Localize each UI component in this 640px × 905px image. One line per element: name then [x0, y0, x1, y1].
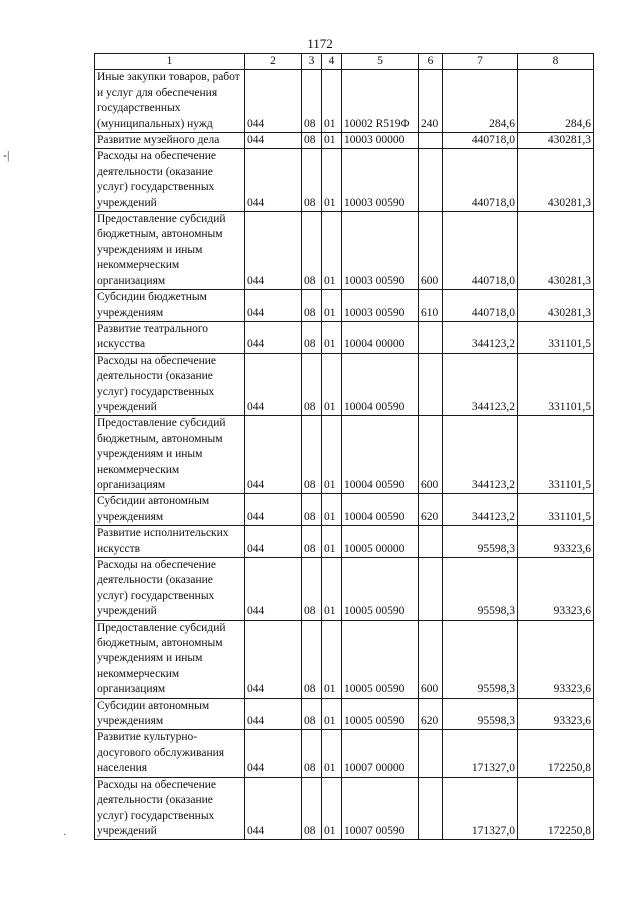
row-name-cell: Развитие исполнительских искусств [95, 526, 245, 558]
row-name-cell: Развитие культурно-досугового обслуживания населения [95, 730, 245, 777]
row-name-cell: Расходы на обеспечение деятельности (оказание услуг) государственных учреждений [95, 777, 245, 840]
subsection-code-cell: 01 [322, 133, 342, 149]
row-name-cell: Субсидии бюджетным учреждениям [95, 290, 245, 322]
row-name-cell: Расходы на обеспечение деятельности (оказание услуг) государственных учреждений [95, 149, 245, 212]
subsection-code-cell: 01 [322, 353, 342, 416]
section-code-cell: 08 [302, 321, 322, 353]
header-row [95, 54, 594, 70]
table-row [95, 70, 594, 133]
amount-year2-cell: 331101,5 [518, 494, 594, 526]
expense-type-cell: 610 [419, 290, 443, 322]
row-name-cell: Субсидии автономным учреждениям [95, 698, 245, 730]
table-row [95, 321, 594, 353]
expense-type-cell: 240 [419, 70, 443, 133]
amount-year2-cell: 331101,5 [518, 416, 594, 494]
amount-year1-cell: 95598,3 [443, 698, 518, 730]
amount-year1-cell: 440718,0 [443, 290, 518, 322]
table-row [95, 777, 594, 840]
expense-type-cell: 600 [419, 620, 443, 698]
amount-year1-cell: 344123,2 [443, 416, 518, 494]
expense-type-cell [419, 526, 443, 558]
amount-year2-cell: 430281,3 [518, 212, 594, 290]
table-row [95, 149, 594, 212]
amount-year1-cell: 171327,0 [443, 730, 518, 777]
amount-year2-cell: 172250,8 [518, 730, 594, 777]
column-header: 4 [322, 54, 342, 70]
table-row [95, 698, 594, 730]
ved-code-cell: 044 [245, 777, 302, 840]
subsection-code-cell: 01 [322, 777, 342, 840]
target-article-cell: 10003 00590 [342, 212, 419, 290]
table-row [95, 494, 594, 526]
row-name-cell: Предоставление субсидий бюджетным, автономным учреждениям и иным некоммерческим организациям [95, 212, 245, 290]
expense-type-cell [419, 321, 443, 353]
row-name-cell: Расходы на обеспечение деятельности (оказание услуг) государственных учреждений [95, 558, 245, 621]
ved-code-cell: 044 [245, 416, 302, 494]
table-row [95, 212, 594, 290]
subsection-code-cell: 01 [322, 698, 342, 730]
table-row [95, 133, 594, 149]
amount-year2-cell: 93323,6 [518, 620, 594, 698]
amount-year2-cell: 93323,6 [518, 558, 594, 621]
amount-year1-cell: 344123,2 [443, 353, 518, 416]
amount-year1-cell: 95598,3 [443, 558, 518, 621]
column-header: 7 [443, 54, 518, 70]
table-row [95, 620, 594, 698]
target-article-cell: 10003 00590 [342, 290, 419, 322]
amount-year2-cell: 331101,5 [518, 353, 594, 416]
ved-code-cell: 044 [245, 353, 302, 416]
amount-year1-cell: 95598,3 [443, 526, 518, 558]
target-article-cell: 10005 00590 [342, 698, 419, 730]
amount-year1-cell: 440718,0 [443, 133, 518, 149]
expense-type-cell [419, 353, 443, 416]
section-code-cell: 08 [302, 212, 322, 290]
ved-code-cell: 044 [245, 698, 302, 730]
table-row [95, 526, 594, 558]
section-code-cell: 08 [302, 290, 322, 322]
amount-year2-cell: 93323,6 [518, 526, 594, 558]
column-header: 1 [95, 54, 245, 70]
amount-year2-cell: 331101,5 [518, 321, 594, 353]
ved-code-cell: 044 [245, 212, 302, 290]
margin-mark: -| [3, 148, 10, 162]
ved-code-cell: 044 [245, 149, 302, 212]
section-code-cell: 08 [302, 353, 322, 416]
section-code-cell: 08 [302, 698, 322, 730]
target-article-cell: 10007 00590 [342, 777, 419, 840]
section-code-cell: 08 [302, 416, 322, 494]
row-name-cell: Развитие музейного дела [95, 133, 245, 149]
expense-type-cell: 600 [419, 212, 443, 290]
subsection-code-cell: 01 [322, 620, 342, 698]
table-row [95, 353, 594, 416]
amount-year1-cell: 344123,2 [443, 494, 518, 526]
ved-code-cell: 044 [245, 290, 302, 322]
amount-year1-cell: 344123,2 [443, 321, 518, 353]
column-header: 8 [518, 54, 594, 70]
page-number: 1172 [307, 36, 333, 51]
budget-table [94, 53, 594, 840]
expense-type-cell: 600 [419, 416, 443, 494]
subsection-code-cell: 01 [322, 149, 342, 212]
target-article-cell: 10003 00590 [342, 149, 419, 212]
subsection-code-cell: 01 [322, 494, 342, 526]
expense-type-cell [419, 133, 443, 149]
table-row [95, 290, 594, 322]
table-row [95, 416, 594, 494]
amount-year2-cell: 430281,3 [518, 290, 594, 322]
section-code-cell: 08 [302, 494, 322, 526]
section-code-cell: 08 [302, 558, 322, 621]
amount-year2-cell: 284,6 [518, 70, 594, 133]
subsection-code-cell: 01 [322, 526, 342, 558]
ved-code-cell: 044 [245, 133, 302, 149]
row-name-cell: Предоставление субсидий бюджетным, автономным учреждениям и иным некоммерческим организациям [95, 416, 245, 494]
amount-year1-cell: 284,6 [443, 70, 518, 133]
amount-year1-cell: 95598,3 [443, 620, 518, 698]
target-article-cell: 10002 R519Ф [342, 70, 419, 133]
column-header: 2 [245, 54, 302, 70]
expense-type-cell: 620 [419, 494, 443, 526]
expense-type-cell [419, 777, 443, 840]
table-body [95, 70, 594, 840]
amount-year2-cell: 430281,3 [518, 133, 594, 149]
expense-type-cell: 620 [419, 698, 443, 730]
target-article-cell: 10005 00590 [342, 620, 419, 698]
amount-year2-cell: 93323,6 [518, 698, 594, 730]
ved-code-cell: 044 [245, 70, 302, 133]
section-code-cell: 08 [302, 526, 322, 558]
target-article-cell: 10004 00590 [342, 353, 419, 416]
column-header: 5 [342, 54, 419, 70]
subsection-code-cell: 01 [322, 212, 342, 290]
amount-year1-cell: 171327,0 [443, 777, 518, 840]
target-article-cell: 10004 00590 [342, 416, 419, 494]
target-article-cell: 10005 00590 [342, 558, 419, 621]
subsection-code-cell: 01 [322, 558, 342, 621]
row-name-cell: Иные закупки товаров, работ и услуг для обеспечения государственных (муниципальных) нужд [95, 70, 245, 133]
target-article-cell: 10004 00590 [342, 494, 419, 526]
row-name-cell: Предоставление субсидий бюджетным, автономным учреждениям и иным некоммерческим организациям [95, 620, 245, 698]
subsection-code-cell: 01 [322, 321, 342, 353]
section-code-cell: 08 [302, 620, 322, 698]
row-name-cell: Развитие театрального искусства [95, 321, 245, 353]
expense-type-cell [419, 730, 443, 777]
target-article-cell: 10007 00000 [342, 730, 419, 777]
ved-code-cell: 044 [245, 494, 302, 526]
ved-code-cell: 044 [245, 526, 302, 558]
target-article-cell: 10003 00000 [342, 133, 419, 149]
amount-year1-cell: 440718,0 [443, 149, 518, 212]
ved-code-cell: 044 [245, 321, 302, 353]
expense-type-cell [419, 149, 443, 212]
section-code-cell: 08 [302, 730, 322, 777]
amount-year1-cell: 440718,0 [443, 212, 518, 290]
column-header: 3 [302, 54, 322, 70]
column-header: 6 [419, 54, 443, 70]
subsection-code-cell: 01 [322, 416, 342, 494]
target-article-cell: 10005 00000 [342, 526, 419, 558]
subsection-code-cell: 01 [322, 70, 342, 133]
subsection-code-cell: 01 [322, 730, 342, 777]
section-code-cell: 08 [302, 149, 322, 212]
row-name-cell: Расходы на обеспечение деятельности (оказание услуг) государственных учреждений [95, 353, 245, 416]
section-code-cell: 08 [302, 133, 322, 149]
section-code-cell: 08 [302, 777, 322, 840]
table-row [95, 730, 594, 777]
row-name-cell: Субсидии автономным учреждениям [95, 494, 245, 526]
section-code-cell: 08 [302, 70, 322, 133]
ved-code-cell: 044 [245, 558, 302, 621]
subsection-code-cell: 01 [322, 290, 342, 322]
amount-year2-cell: 172250,8 [518, 777, 594, 840]
ved-code-cell: 044 [245, 620, 302, 698]
amount-year2-cell: 430281,3 [518, 149, 594, 212]
target-article-cell: 10004 00000 [342, 321, 419, 353]
ved-code-cell: 044 [245, 730, 302, 777]
expense-type-cell [419, 558, 443, 621]
stray-mark: · [63, 830, 67, 841]
table-row [95, 558, 594, 621]
